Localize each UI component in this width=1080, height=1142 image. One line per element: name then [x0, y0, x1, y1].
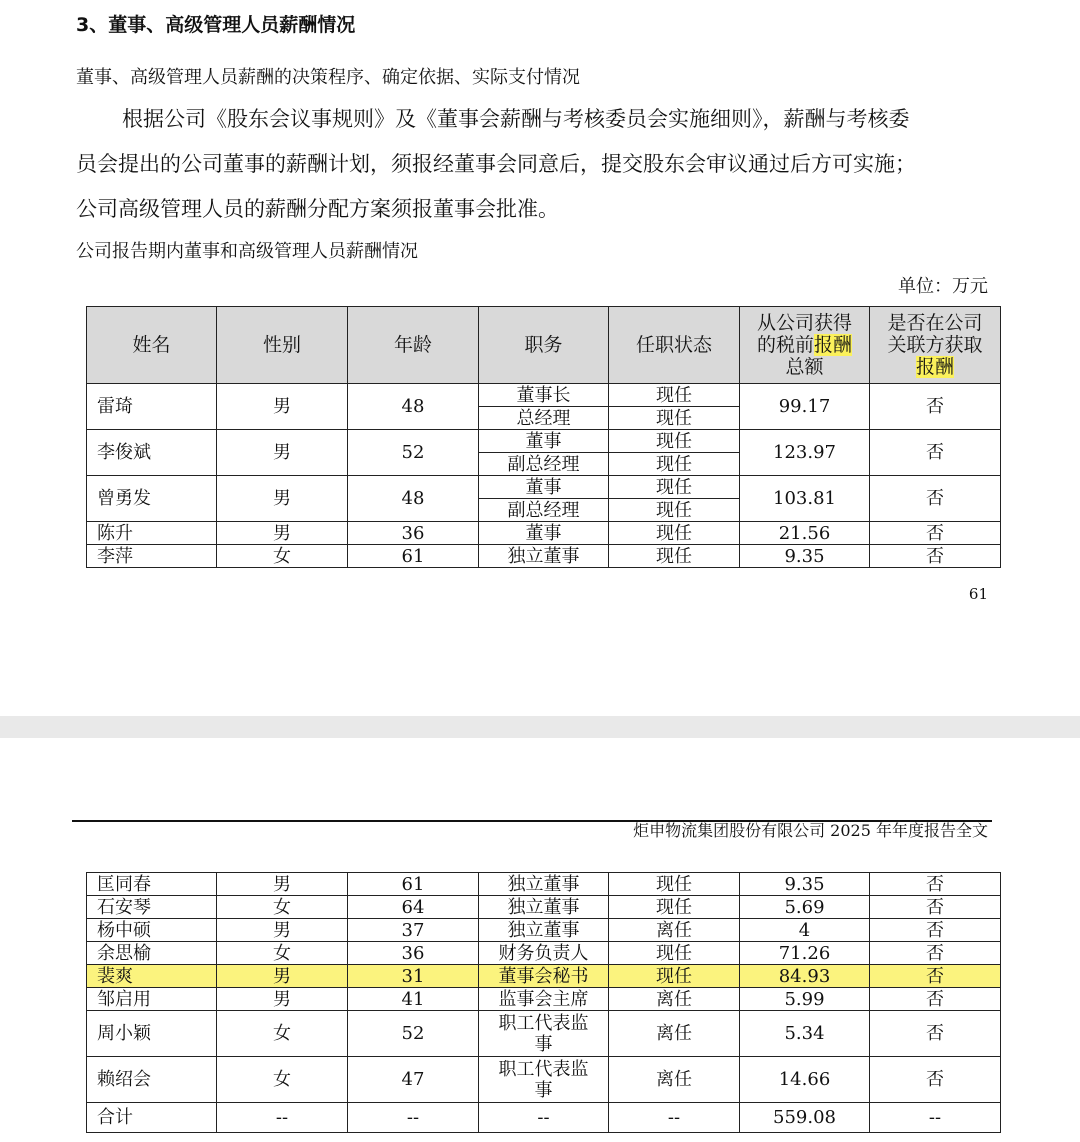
cell-position: 董事: [479, 430, 609, 453]
table-row: [87, 988, 1001, 1011]
header-rel-line1: 是否在公司: [887, 312, 983, 334]
cell-gender: 女: [217, 1011, 348, 1057]
cell-gender: 男: [217, 476, 348, 522]
cell-status: 现任: [609, 545, 740, 568]
cell-position: 董事会秘书: [479, 965, 609, 988]
cell-age: 37: [348, 919, 479, 942]
cell-related: --: [870, 1103, 1001, 1133]
cell-related: 否: [870, 1057, 1001, 1103]
cell-gender: 男: [217, 430, 348, 476]
cell-position: 副总经理: [479, 453, 609, 476]
cell-gender: 男: [217, 384, 348, 430]
header-rel-highlight: 报酬: [915, 356, 954, 378]
cell-status: 现任: [609, 873, 740, 896]
section-heading: 3、董事、高级管理人员薪酬情况: [76, 14, 356, 36]
cell-age: 52: [348, 1011, 479, 1057]
cell-position: 董事长: [479, 384, 609, 407]
table-row: [87, 896, 1001, 919]
cell-pay: 99.17: [740, 384, 870, 430]
cell-gender: 男: [217, 988, 348, 1011]
cell-age: 36: [348, 942, 479, 965]
table-row: [87, 430, 1001, 453]
cell-pay: 5.99: [740, 988, 870, 1011]
cell-status: 离任: [609, 988, 740, 1011]
cell-gender: 女: [217, 545, 348, 568]
cell-gender: 女: [217, 942, 348, 965]
cell-name: 雷琦: [87, 384, 217, 430]
cell-pay: 5.34: [740, 1011, 870, 1057]
cell-name: 石安琴: [87, 896, 217, 919]
cell-status: 现任: [609, 942, 740, 965]
cell-position: 独立董事: [479, 919, 609, 942]
cell-age: 36: [348, 522, 479, 545]
compensation-table-part1: [86, 306, 1001, 568]
header-pretax-pay: [740, 307, 870, 384]
cell-status: 现任: [609, 407, 740, 430]
cell-status: 现任: [609, 896, 740, 919]
cell-total-pay: 559.08: [740, 1103, 870, 1133]
cell-name: 邹启用: [87, 988, 217, 1011]
subheading: 董事、高级管理人员薪酬的决策程序、确定依据、实际支付情况: [76, 67, 580, 88]
cell-pay: 14.66: [740, 1057, 870, 1103]
header-related-party: [870, 307, 1001, 384]
cell-gender: 女: [217, 896, 348, 919]
report-page-62: [0, 738, 1080, 1142]
position-line2: 事: [534, 1079, 553, 1101]
header-pay-line2: [740, 334, 869, 356]
cell-pay: 5.69: [740, 896, 870, 919]
cell-pay: 21.56: [740, 522, 870, 545]
cell-status: 现任: [609, 384, 740, 407]
cell-age: --: [348, 1103, 479, 1133]
cell-gender: 男: [217, 873, 348, 896]
cell-status: --: [609, 1103, 740, 1133]
cell-age: 41: [348, 988, 479, 1011]
paragraph-line-2: 员会提出的公司董事的薪酬计划，须报经董事会同意后，提交股东会审议通过后方可实施；: [76, 152, 916, 176]
decision-paragraph: [76, 97, 996, 232]
cell-status: 离任: [609, 1057, 740, 1103]
cell-gender: 男: [217, 919, 348, 942]
header-rel-line2: 关联方获取: [887, 334, 983, 356]
header-status: 任职状态: [609, 307, 740, 384]
cell-name: 李俊斌: [87, 430, 217, 476]
position-line1: 职工代表监: [498, 1012, 589, 1034]
cell-position: 副总经理: [479, 499, 609, 522]
header-pay-line1: 从公司获得: [756, 312, 852, 334]
paragraph-line-1: 根据公司《股东会议事规则》及《董事会薪酬与考核委员会实施细则》，薪酬与考核委: [122, 107, 910, 131]
cell-position: 独立董事: [479, 896, 609, 919]
cell-position: 独立董事: [479, 873, 609, 896]
cell-total-label: 合计: [87, 1103, 217, 1133]
cell-pay: 9.35: [740, 545, 870, 568]
cell-position: 监事会主席: [479, 988, 609, 1011]
header-position: 职务: [479, 307, 609, 384]
cell-age: 61: [348, 873, 479, 896]
table-total-row: [87, 1103, 1001, 1133]
cell-status: 现任: [609, 499, 740, 522]
cell-related: 否: [870, 896, 1001, 919]
cell-pay: 84.93: [740, 965, 870, 988]
cell-name: 周小颖: [87, 1011, 217, 1057]
cell-name: 赖绍会: [87, 1057, 217, 1103]
cell-age: 31: [348, 965, 479, 988]
header-gender: 性别: [217, 307, 348, 384]
cell-status: 离任: [609, 1011, 740, 1057]
cell-position: 独立董事: [479, 545, 609, 568]
table-row: [87, 545, 1001, 568]
table-row: [87, 942, 1001, 965]
cell-name: 余思榆: [87, 942, 217, 965]
table-row: [87, 919, 1001, 942]
position-line1: 职工代表监: [498, 1058, 589, 1080]
cell-status: 现任: [609, 453, 740, 476]
header-pay-line3: 总额: [785, 356, 824, 378]
cell-position: 总经理: [479, 407, 609, 430]
cell-gender: 男: [217, 965, 348, 988]
cell-age: 61: [348, 545, 479, 568]
cell-status: 现任: [609, 965, 740, 988]
table-row: [87, 1011, 1001, 1057]
cell-pay: 4: [740, 919, 870, 942]
cell-status: 现任: [609, 522, 740, 545]
cell-related: 否: [870, 873, 1001, 896]
cell-related: 否: [870, 1011, 1001, 1057]
cell-position: 董事: [479, 476, 609, 499]
cell-pay: 71.26: [740, 942, 870, 965]
table-row: [87, 522, 1001, 545]
unit-label: 单位：万元: [898, 276, 988, 297]
cell-related: 否: [870, 522, 1001, 545]
cell-position: 财务负责人: [479, 942, 609, 965]
cell-name: 曾勇发: [87, 476, 217, 522]
cell-related: 否: [870, 919, 1001, 942]
table-row: [87, 1057, 1001, 1103]
position-line2: 事: [534, 1033, 553, 1055]
header-age: 年龄: [348, 307, 479, 384]
header-name: 姓名: [87, 307, 217, 384]
cell-status: 离任: [609, 919, 740, 942]
cell-gender: 男: [217, 522, 348, 545]
page-number: 61: [968, 585, 988, 603]
table-caption: 公司报告期内董事和高级管理人员薪酬情况: [76, 241, 418, 262]
cell-age: 48: [348, 476, 479, 522]
cell-related: 否: [870, 476, 1001, 522]
cell-position: 董事: [479, 522, 609, 545]
header-pay-line2a: 的税前: [756, 334, 814, 356]
cell-age: 48: [348, 384, 479, 430]
header-rule: [72, 820, 992, 822]
cell-related: 否: [870, 545, 1001, 568]
compensation-table-part2: [86, 872, 1001, 1133]
cell-name: 裴爽: [87, 965, 217, 988]
paragraph-line-3: 公司高级管理人员的薪酬分配方案须报董事会批准。: [76, 197, 559, 221]
table-row-highlighted: [87, 965, 1001, 988]
cell-age: 47: [348, 1057, 479, 1103]
cell-position: --: [479, 1103, 609, 1133]
cell-name: 李萍: [87, 545, 217, 568]
cell-pay: 123.97: [740, 430, 870, 476]
cell-position: [479, 1011, 609, 1057]
cell-name: 陈升: [87, 522, 217, 545]
table-row: [87, 476, 1001, 499]
page-header: 炬申物流集团股份有限公司 2025 年年度报告全文: [633, 821, 988, 840]
table-row: [87, 873, 1001, 896]
cell-name: 匡同春: [87, 873, 217, 896]
cell-related: 否: [870, 384, 1001, 430]
cell-related: 否: [870, 988, 1001, 1011]
cell-name: 杨中硕: [87, 919, 217, 942]
cell-related: 否: [870, 965, 1001, 988]
page-separator: [0, 716, 1080, 738]
table-row: [87, 384, 1001, 407]
cell-age: 52: [348, 430, 479, 476]
cell-gender: 女: [217, 1057, 348, 1103]
cell-status: 现任: [609, 430, 740, 453]
header-pay-highlight: 报酬: [814, 334, 853, 356]
cell-position: [479, 1057, 609, 1103]
table-header-row: [87, 307, 1001, 384]
cell-status: 现任: [609, 476, 740, 499]
cell-age: 64: [348, 896, 479, 919]
cell-pay: 9.35: [740, 873, 870, 896]
cell-pay: 103.81: [740, 476, 870, 522]
cell-gender: --: [217, 1103, 348, 1133]
cell-related: 否: [870, 942, 1001, 965]
cell-related: 否: [870, 430, 1001, 476]
